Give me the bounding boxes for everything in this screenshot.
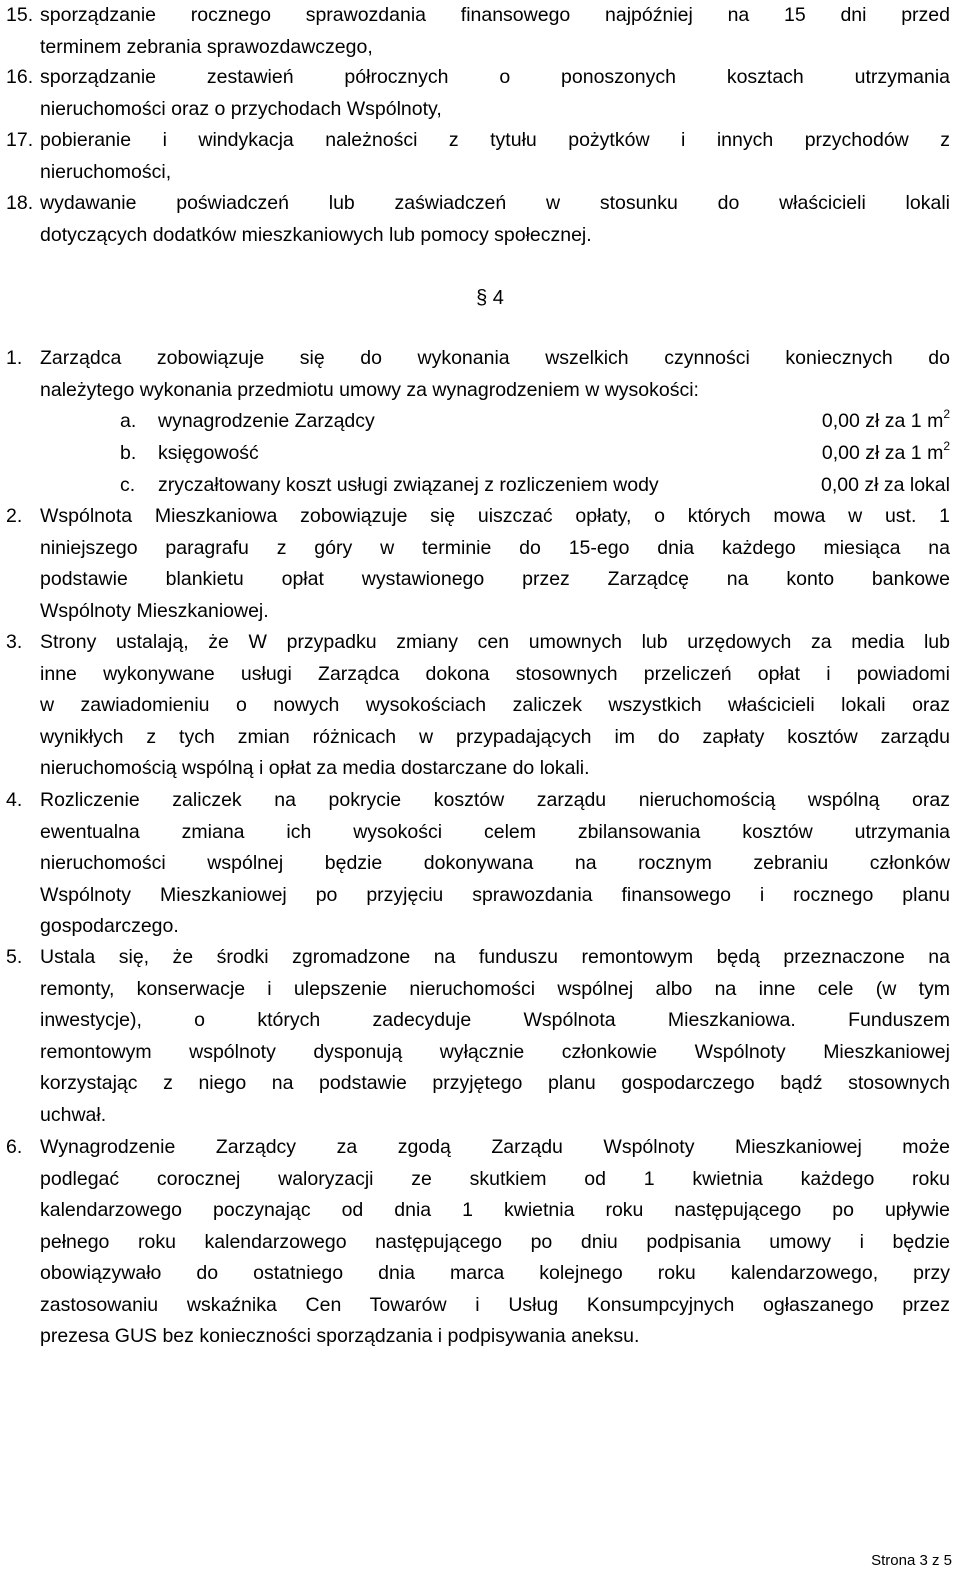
item-text xyxy=(40,627,950,785)
text-line: Strony ustalają, że W przypadku zmiany cen umownych lub urzędowych za media lub xyxy=(40,631,950,653)
text-line: Ustala się, że środki zgromadzone na funduszu remontowym będą przeznaczone na xyxy=(40,946,950,968)
item-number: 1. xyxy=(6,347,23,369)
text-line: uchwał. xyxy=(40,1103,107,1126)
item-number: 17. xyxy=(6,129,34,151)
row-amount xyxy=(822,406,950,438)
text-line: ewentualna zmiana ich wysokości celem zbilansowania kosztów utrzymania xyxy=(40,820,950,843)
row-amount xyxy=(822,438,950,470)
text-line: korzystając z niego na podstawie przyjętego planu gospodarczego bądź stosownych xyxy=(40,1072,950,1094)
row-label: a. xyxy=(120,410,137,432)
text-line: dotyczących dodatków mieszkaniowych lub pomocy społecznej. xyxy=(40,223,592,246)
item-number: 5. xyxy=(6,946,23,968)
item-text xyxy=(40,188,950,251)
text-line: remontowym wspólnoty dysponują wyłącznie członkowie Wspólnoty Mieszkaniowej xyxy=(40,1040,950,1063)
text-line: Zarządca zobowiązuje się do wykonania wszelkich czynności koniecznych do xyxy=(40,347,950,369)
text-line: pobieranie i windykacja należności z tytułu pożytków i innych przychodów z xyxy=(40,129,950,151)
text-line: prezesa GUS bez konieczności sporządzania i podpisywania aneksu. xyxy=(40,1325,640,1347)
text-line: gospodarczego. xyxy=(40,915,179,937)
text-line: zastosowaniu wskaźnika Cen Towarów i Usług Konsumpcyjnych ogłaszanego przez xyxy=(40,1293,950,1316)
row-description: zryczałtowany koszt usługi związanej z rozliczeniem wody xyxy=(158,474,659,496)
unit-exponent: 2 xyxy=(943,439,950,453)
text-line: sporządzanie rocznego sprawozdania finansowego najpóźniej na 15 dni przed xyxy=(40,4,950,26)
item-text xyxy=(40,62,950,125)
text-line: należytego wykonania przedmiotu umowy za wynagrodzeniem w wysokości: xyxy=(40,378,699,401)
row-description: księgowość xyxy=(158,442,259,464)
item-number: 18. xyxy=(6,192,34,214)
footer-label: Strona xyxy=(871,1552,916,1569)
amount-text: 0,00 zł za lokal xyxy=(821,474,950,496)
text-line: Wspólnota Mieszkaniowa zobowiązuje się uiszczać opłaty, o których mowa w ust. 1 xyxy=(40,505,950,527)
item-text xyxy=(40,942,950,1131)
text-line: Rozliczenie zaliczek na pokrycie kosztów zarządu nieruchomością wspólną oraz xyxy=(40,789,950,811)
text-line: inwestycje), o których zadecyduje Wspólnota Mieszkaniowa. Funduszem xyxy=(40,1009,950,1031)
amount-text: 0,00 zł za 1 m xyxy=(821,442,944,464)
text-line: podlegać corocznej waloryzacji ze skutkiem od 1 kwietnia każdego roku xyxy=(40,1167,950,1190)
section-symbol: § xyxy=(476,287,488,309)
text-line: remonty, konserwacje i ulepszenie nieruchomości wspólnej albo na inne cele (w tym xyxy=(40,977,950,1000)
row-label: b. xyxy=(120,442,137,464)
footer-total-pages: 5 xyxy=(943,1552,952,1569)
text-line: wynikłych z tych zmian różnicach w przypadających im do zapłaty kosztów zarządu xyxy=(40,725,950,748)
item-number: 15. xyxy=(6,4,34,26)
text-line: inne wykonywane usługi Zarządca dokona stosownych przeliczeń opłat i powiadomi xyxy=(40,662,950,685)
section-heading xyxy=(0,283,960,313)
text-line: nieruchomością wspólną i opłat za media dostarczane do lokali. xyxy=(40,757,590,779)
item-number: 4. xyxy=(6,789,23,811)
footer-separator: z xyxy=(931,1552,940,1569)
row-amount xyxy=(821,470,950,502)
page-footer xyxy=(871,1552,952,1569)
text-line: nieruchomości wspólnej będzie dokonywana na rocznym zebraniu członków xyxy=(40,852,950,874)
text-line: nieruchomości, xyxy=(40,160,172,183)
text-line: sporządzanie zestawień półrocznych o ponoszonych kosztach utrzymania xyxy=(40,66,950,88)
text-line: niniejszego paragrafu z góry w terminie do 15-ego dnia każdego miesiąca na xyxy=(40,536,950,559)
text-line: w zawiadomieniu o nowych wysokościach zaliczek wszystkich właścicieli lokali oraz xyxy=(40,694,950,716)
item-number: 6. xyxy=(6,1136,23,1158)
section-number: 4 xyxy=(492,287,504,309)
item-text xyxy=(40,785,950,943)
item-text xyxy=(40,1132,950,1353)
unit-exponent: 2 xyxy=(943,407,950,421)
item-number: 16. xyxy=(6,66,34,88)
footer-current-page: 3 xyxy=(919,1552,928,1569)
text-line: nieruchomości oraz o przychodach Wspólnoty, xyxy=(40,97,442,120)
text-line: Wspólnoty Mieszkaniowej. xyxy=(40,599,269,622)
item-number: 3. xyxy=(6,631,23,653)
text-line: obowiązywało do ostatniego dnia marca kolejnego roku kalendarzowego, przy xyxy=(40,1262,950,1284)
item-text xyxy=(40,501,950,627)
text-line: wydawanie poświadczeń lub zaświadczeń w stosunku do właścicieli lokali xyxy=(40,192,950,214)
text-line: terminem zebrania sprawozdawczego, xyxy=(40,35,373,58)
row-description: wynagrodzenie Zarządcy xyxy=(158,410,375,432)
item-number: 2. xyxy=(6,505,23,527)
item-text xyxy=(40,343,950,406)
text-line: Wspólnoty Mieszkaniowej po przyjęciu sprawozdania finansowego i rocznego planu xyxy=(40,883,950,906)
item-text xyxy=(40,0,950,63)
text-line: podstawie blankietu opłat wystawionego przez Zarządcę na konto bankowe xyxy=(40,568,950,590)
text-line: pełnego roku kalendarzowego następującego po dniu podpisania umowy i będzie xyxy=(40,1230,950,1253)
row-label: c. xyxy=(120,474,136,496)
text-line: kalendarzowego poczynając od dnia 1 kwietnia roku następującego po upływie xyxy=(40,1199,950,1221)
text-line: Wynagrodzenie Zarządcy za zgodą Zarządu Wspólnoty Mieszkaniowej może xyxy=(40,1136,950,1158)
amount-text: 0,00 zł za 1 m xyxy=(821,410,944,432)
item-text xyxy=(40,125,950,188)
